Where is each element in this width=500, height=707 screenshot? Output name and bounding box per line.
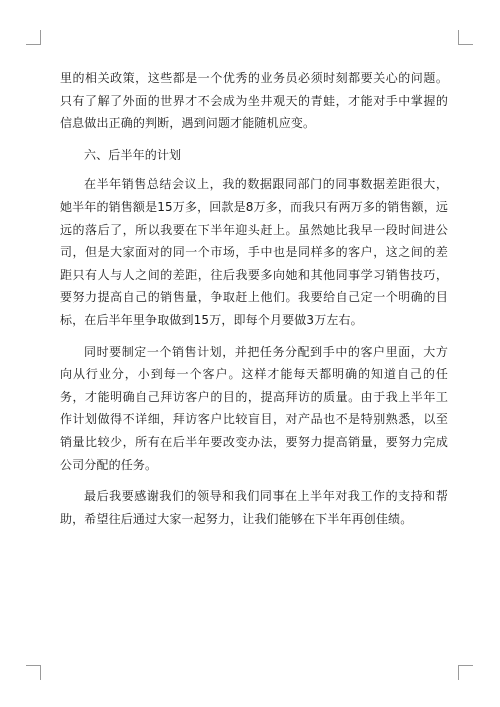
paragraph-thanks: 最后我要感谢我们的领导和我们同事在上半年对我工作的支持和帮助，希望往后通过大家一起努力，让我们能够在下半年再创佳绩。 [60, 489, 448, 526]
crop-mark-top-right [458, 30, 473, 45]
crop-mark-top-left [26, 30, 41, 45]
crop-mark-bottom-left [26, 665, 41, 680]
paragraph-sales-gap: 在半年销售总结会议上，我的数据跟同部门的同事数据差距很大，她半年的销售额是15万多，回款是8万多，而我只有两万多的销售额，远远的落后了，所以我要在下半年迎头赶上。虽然她比我早一段时间进公司，但是大家面对的同一个市场，手中也是同样多的客户，这之间的差距只有人与人之间的差距，往后我要多向她和其他同事学习销售技巧，要努力提高自己的销售量，争取赶上他们。我要给自己定一个明确的目标，在后半年里争取做到15万，即每个月要做3万左右。 [60, 177, 448, 327]
paragraph-continuation: 里的相关政策，这些都是一个优秀的业务员必须时刻都要关心的问题。只有了解了外面的世界才不会成为坐井观天的青蛙，才能对手中掌握的信息做出正确的判断，遇到问题才能随机应变。 [60, 71, 448, 131]
crop-mark-bottom-right [458, 665, 473, 680]
document-body [60, 67, 448, 539]
section-heading: 六、后半年的计划 [84, 147, 182, 162]
paragraph-sales-plan: 同时要制定一个销售计划，并把任务分配到手中的客户里面，大方向从行业分，小到每一个客户。这样才能每天都明确的知道自己的任务，才能明确自己拜访客户的目的，提高拜访的质量。由于我上半年工作计划做得不详细，拜访客户比较盲目，对产品也不是特别熟悉，以至销量比较少，所有在后半年要改变办法，要努力提高销量，要努力完成公司分配的任务。 [60, 344, 448, 472]
